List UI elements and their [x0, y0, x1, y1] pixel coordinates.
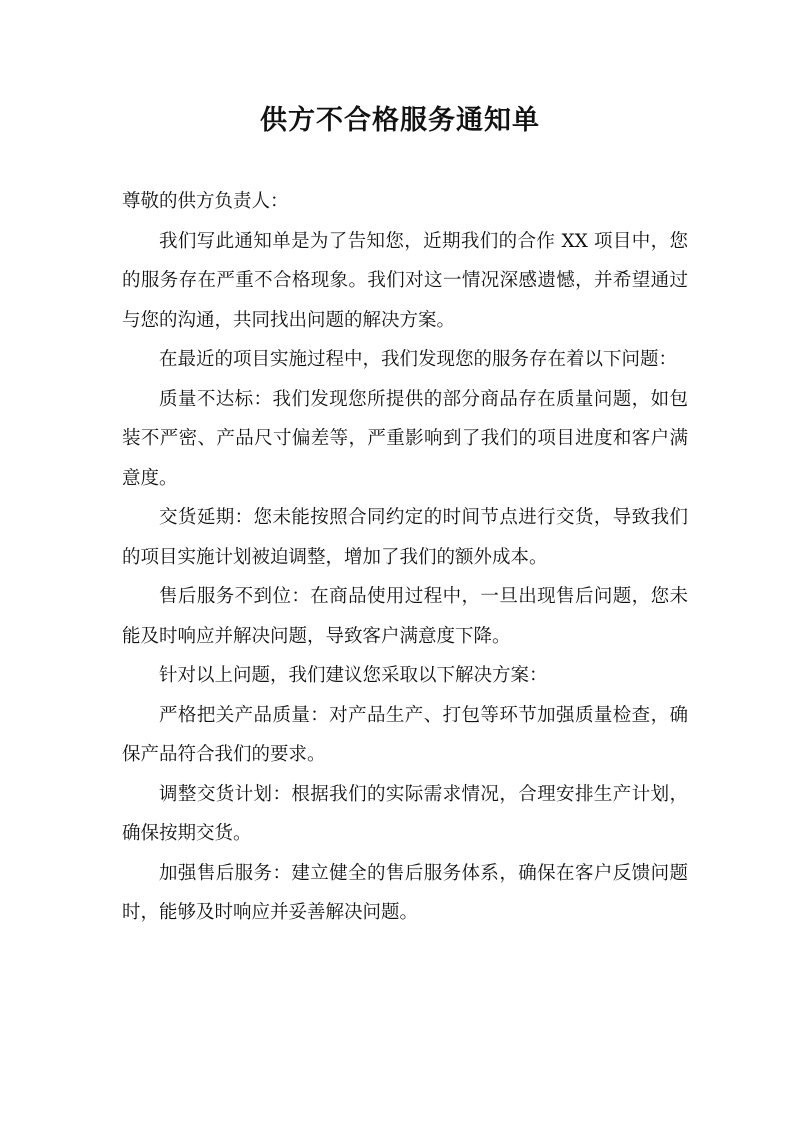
paragraph-aftersales-solution: 加强售后服务：建立健全的售后服务体系，确保在客户反馈问题时，能够及时响应并妥善解决问题。	[122, 862, 688, 923]
paragraph-quality-solution: 严格把关产品质量：对产品生产、打包等环节加强质量检查，确保产品符合我们的要求。	[122, 704, 688, 765]
paragraph-quality-issue: 质量不达标：我们发现您所提供的部分商品存在质量问题，如包装不严密、产品尺寸偏差等，严重影响到了我们的项目进度和客户满意度。	[122, 388, 688, 489]
salutation: 尊敬的供方负责人：	[122, 191, 289, 212]
paragraph-intro: 我们写此通知单是为了告知您，近期我们的合作 XX 项目中，您的服务存在严重不合格现象。我们对这一情况深感遗憾，并希望通过与您的沟通，共同找出问题的解决方案。	[122, 230, 688, 331]
paragraph-delivery-solution: 调整交货计划：根据我们的实际需求情况，合理安排生产计划，确保按期交货。	[122, 783, 688, 844]
document-body	[122, 182, 688, 933]
paragraph-issues-lead: 在最近的项目实施过程中，我们发现您的服务存在着以下问题：	[159, 349, 678, 370]
paragraph-aftersales-issue: 售后服务不到位：在商品使用过程中，一旦出现售后问题，您未能及时响应并解决问题，导致客户满意度下降。	[122, 586, 688, 647]
paragraph-solutions-lead: 针对以上问题，我们建议您采取以下解决方案：	[159, 665, 548, 686]
document-title: 供方不合格服务通知单	[260, 105, 540, 136]
paragraph-delivery-issue: 交货延期：您未能按照合同约定的时间节点进行交货，导致我们的项目实施计划被迫调整，增加了我们的额外成本。	[122, 507, 688, 568]
